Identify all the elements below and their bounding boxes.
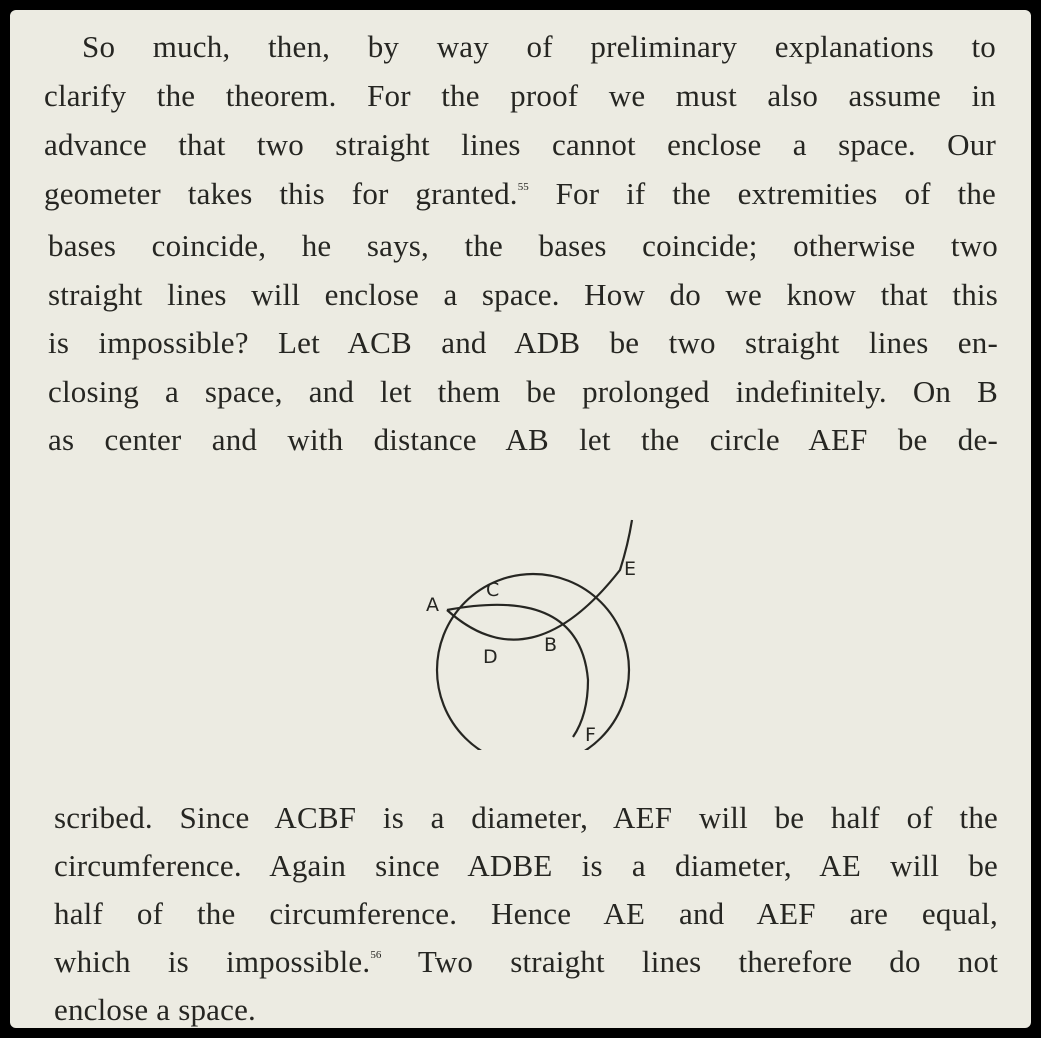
text-line-with-footnote (44, 169, 996, 218)
text-line: So much, then, by way of preliminary explanations to (82, 29, 996, 64)
paragraph-conclusion (54, 794, 998, 1028)
text-line: enclose a space. (54, 992, 257, 1027)
label-f: F (585, 724, 596, 746)
book-page (10, 10, 1031, 1028)
text-line: clarify the theorem. For the proof we must also assume in (44, 78, 996, 113)
paragraph-bases (48, 222, 998, 465)
footnote-marker-56: 56 (370, 949, 382, 961)
label-d: D (483, 646, 498, 668)
line-acb-e (447, 520, 632, 640)
line-adb-f (447, 605, 588, 737)
text-line: bases coincide, he says, the bases coincide; otherwise two (48, 228, 998, 263)
text-line: straight lines will enclose a space. How do we know that this (48, 276, 998, 312)
text-segment: which is impossible. (54, 944, 371, 979)
label-b: B (544, 634, 558, 656)
circle-diagram (410, 505, 640, 750)
label-a: A (426, 594, 439, 616)
text-line: scribed. Since ACBF is a diameter, AEF will be half of the (54, 800, 998, 835)
text-line-with-footnote (54, 938, 998, 986)
text-segment: geometer takes this for granted. (44, 176, 518, 211)
text-line: circumference. Again since ADBE is a diameter, AE will be (54, 848, 998, 883)
text-line: as center and with distance AB let the circle AEF be de- (48, 422, 998, 457)
geometry-figure (410, 505, 640, 750)
text-line: advance that two straight lines cannot enclose a space. Our (44, 127, 996, 162)
label-e: E (624, 558, 637, 580)
label-c: C (486, 579, 500, 601)
text-line: half of the circumference. Hence AE and AEF are equal, (54, 896, 998, 931)
text-line: closing a space, and let them be prolonged indefinitely. On B (48, 373, 998, 409)
text-line: is impossible? Let ACB and ADB be two straight lines en- (48, 325, 998, 360)
text-segment: For if the extremities of the (528, 176, 996, 211)
circle-aef (437, 574, 629, 750)
footnote-marker-55: 55 (517, 181, 529, 193)
text-segment: Two straight lines therefore do not (381, 944, 999, 979)
paragraph-preliminary (44, 22, 996, 218)
